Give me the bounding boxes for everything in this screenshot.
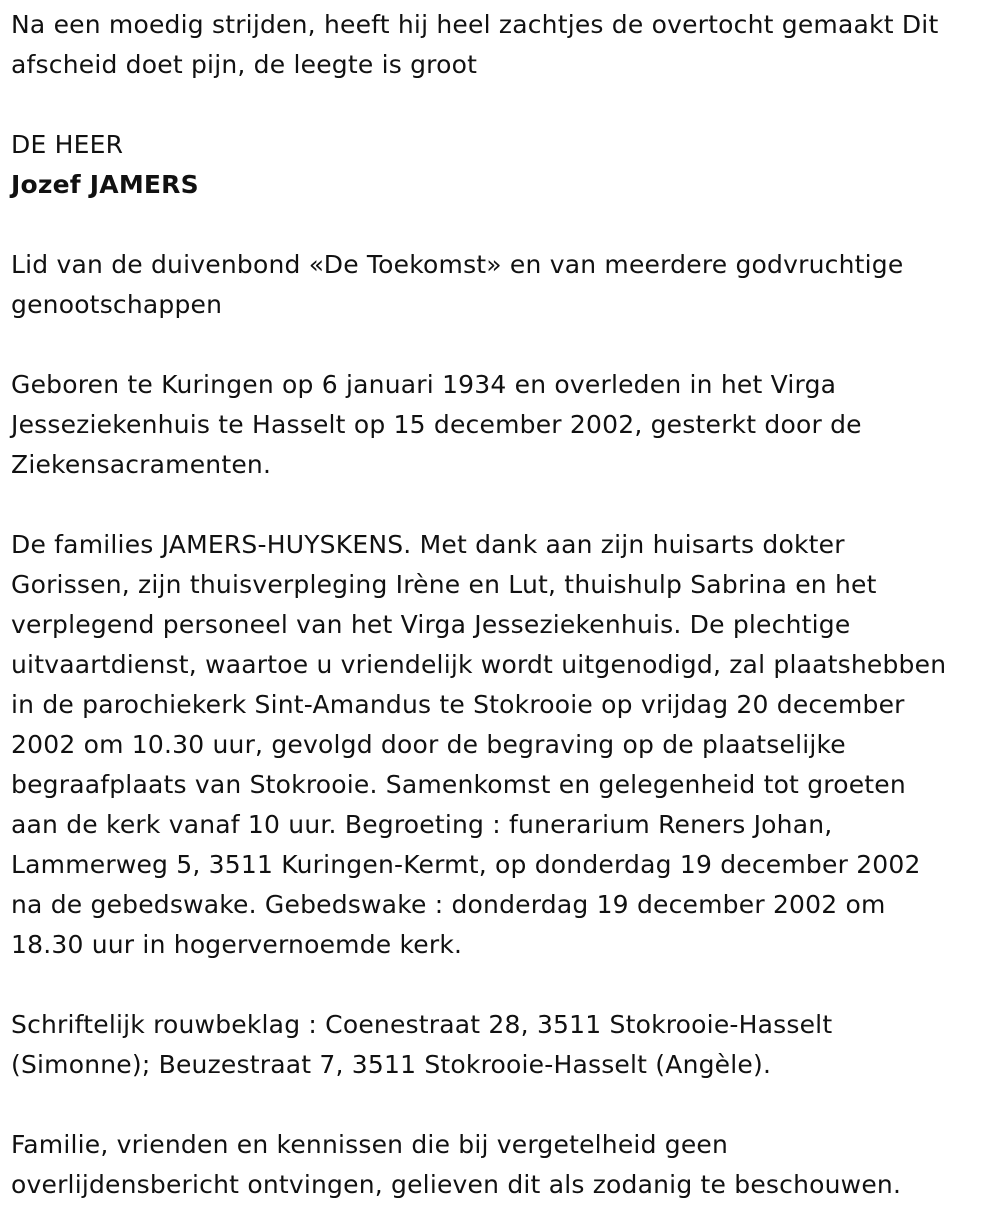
birth-death-text: Geboren te Kuringen op 6 januari 1934 en overleden in het Virga Jesseziekenhuis te Hasselt op 15 december 2002, gesterkt door de Ziekensacramenten.: [11, 370, 862, 479]
honorific-title: DE HEER: [11, 130, 124, 159]
deceased-name: Jozef JAMERS: [11, 170, 199, 199]
condolences-text: Schriftelijk rouwbeklag : Coenestraat 28, 3511 Stokrooie-Hasselt (Simonne); Beuzestraat 7, 3511 Stokrooie-Hasselt (Angèle).: [11, 1010, 833, 1079]
membership-text: Lid van de duivenbond «De Toekomst» en van meerdere godvruchtige genootschappen: [11, 250, 904, 319]
funeral-details-text: De families JAMERS-HUYSKENS. Met dank aan zijn huisarts dokter Gorissen, zijn thuisverpleging Irène en Lut, thuishulp Sabrina en het verplegend personeel van het Virga Jesseziekenhuis. De plechtige uitvaartdienst, waartoe u vriendelijk wordt uitgenodigd, zal plaatshebben in de parochiekerk Sint-Amandus te Stokrooie op vrijdag 20 december 2002 om 10.30 uur, gevolgd door de begraving op de plaatselijke begraafplaats van Stokrooie. Samenkomst en gelegenheid tot groeten aan de kerk vanaf 10 uur. Begroeting : funerarium Reners Johan, Lammerweg 5, 3511 Kuringen-Kermt, op donderdag 19 december 2002 na de gebedswake. Gebedswake : donderdag 19 december 2002 om 18.30 uur in hogervernoemde kerk.: [11, 530, 947, 959]
closing-text: Familie, vrienden en kennissen die bij vergetelheid geen overlijdensbericht ontvingen, gelieven dit als zodanig te beschouwen.: [11, 1130, 902, 1199]
intro-text: Na een moedig strijden, heeft hij heel zachtjes de overtocht gemaakt Dit afscheid doet pijn, de leegte is groot: [11, 10, 939, 79]
